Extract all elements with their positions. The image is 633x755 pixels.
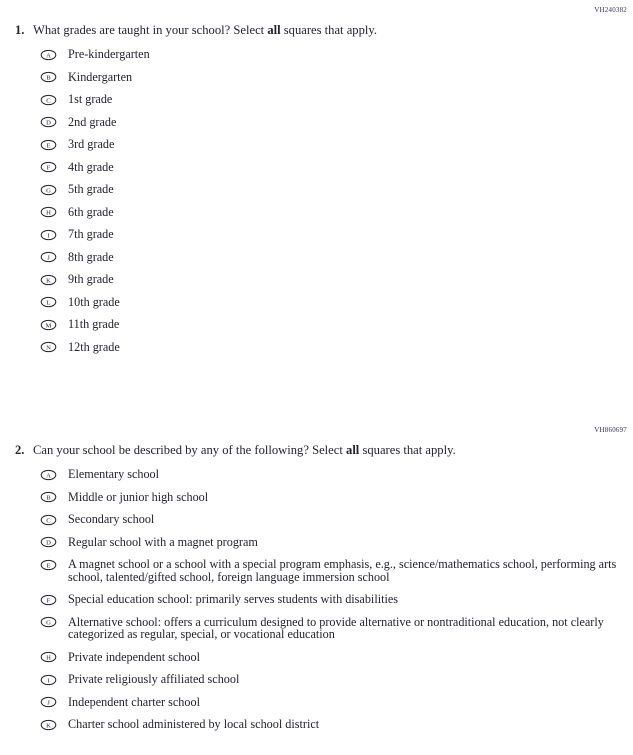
answer-option (0, 273, 633, 286)
answer-option-label: 12th grade (68, 339, 120, 354)
answer-option (0, 536, 633, 549)
svg-text:G: G (46, 186, 51, 194)
svg-text:A: A (46, 471, 51, 479)
svg-text:E: E (46, 141, 51, 149)
svg-text:B: B (46, 74, 51, 82)
svg-text:J: J (47, 254, 50, 262)
answer-option (0, 718, 633, 731)
answer-option-label: Private independent school (68, 649, 200, 664)
answer-option-label: Middle or junior high school (68, 489, 209, 504)
answer-option-label: Private religiously affiliated school (68, 672, 240, 686)
answer-option (0, 468, 633, 481)
answer-option (0, 318, 633, 331)
svg-text:D: D (46, 539, 51, 547)
answer-option (0, 228, 633, 241)
svg-text:C: C (46, 96, 51, 104)
answer-oval-icon[interactable] (40, 469, 57, 481)
svg-text:A: A (46, 51, 51, 59)
answer-option-label: 9th grade (68, 272, 114, 286)
question-1-code: VH240382 (594, 6, 627, 14)
svg-text:H: H (46, 654, 51, 662)
answer-oval-icon[interactable] (40, 251, 57, 263)
answer-option-label: 5th grade (68, 182, 114, 196)
question-gap (0, 363, 633, 425)
svg-text:I: I (47, 676, 50, 684)
answer-oval-icon[interactable] (40, 341, 57, 353)
answer-option (0, 491, 633, 504)
answer-option (0, 513, 633, 526)
answer-option-label: Special education school: primarily serves students with disabilities (68, 592, 399, 606)
question-1 (0, 5, 633, 353)
answer-oval-icon[interactable] (40, 319, 57, 331)
answer-oval-icon[interactable] (40, 161, 57, 173)
answer-option-label: Independent charter school (68, 694, 200, 709)
answer-oval-icon[interactable] (40, 651, 57, 663)
answer-option (0, 296, 633, 309)
answer-option (0, 71, 633, 84)
question-1-options (0, 48, 633, 353)
answer-oval-icon[interactable] (40, 274, 57, 286)
svg-text:B: B (46, 494, 51, 502)
question-1-text: What grades are taught in your school? Select all squares that apply. (33, 23, 378, 37)
svg-text:E: E (46, 561, 51, 569)
answer-oval-icon[interactable] (40, 536, 57, 548)
answer-oval-icon[interactable] (40, 296, 57, 308)
answer-oval-icon[interactable] (40, 49, 57, 61)
answer-option-label: Charter school administered by local school district (68, 717, 320, 731)
answer-option (0, 593, 633, 606)
answer-option (0, 138, 633, 151)
answer-oval-icon[interactable] (40, 184, 57, 196)
answer-oval-icon[interactable] (40, 491, 57, 503)
answer-option-label: Alternative school: offers a curriculum designed to provide alternative or nontraditional education, not clearly categorized as regular, special, or vocational education (68, 614, 604, 641)
answer-option (0, 183, 633, 196)
answer-option-label: Pre-kindergarten (68, 47, 150, 61)
answer-option (0, 251, 633, 264)
answer-option (0, 341, 633, 354)
svg-text:G: G (46, 619, 51, 627)
answer-option (0, 616, 633, 641)
answer-oval-icon[interactable] (40, 616, 57, 628)
answer-oval-icon[interactable] (40, 71, 57, 83)
answer-option-label: 4th grade (68, 159, 114, 174)
answer-option-label: 3rd grade (68, 137, 115, 151)
question-2-prompt (0, 443, 633, 458)
svg-text:K: K (46, 276, 51, 284)
question-2 (0, 425, 633, 731)
answer-option (0, 558, 633, 583)
svg-text:F: F (46, 596, 51, 604)
answer-option-label: Elementary school (68, 467, 160, 481)
question-2-number: 2. (15, 443, 25, 457)
answer-option (0, 206, 633, 219)
question-2-code: VH860697 (594, 426, 627, 434)
answer-option-label: A magnet school or a school with a special program emphasis, e.g., science/mathematics school, performing arts school, talented/gifted school, foreign language immersion school (68, 557, 617, 584)
answer-oval-icon[interactable] (40, 559, 57, 571)
answer-oval-icon[interactable] (40, 674, 57, 686)
answer-oval-icon[interactable] (40, 229, 57, 241)
answer-option-label: 7th grade (68, 227, 114, 241)
answer-option (0, 696, 633, 709)
question-2-options (0, 468, 633, 731)
svg-text:I: I (47, 231, 50, 239)
svg-text:F: F (46, 164, 51, 172)
svg-text:H: H (46, 209, 51, 217)
svg-text:N: N (46, 344, 51, 352)
answer-option (0, 93, 633, 106)
svg-text:J: J (47, 699, 50, 707)
answer-option (0, 116, 633, 129)
answer-option (0, 651, 633, 664)
answer-option-label: 6th grade (68, 204, 114, 219)
answer-oval-icon[interactable] (40, 206, 57, 218)
answer-oval-icon[interactable] (40, 139, 57, 151)
svg-text:C: C (46, 516, 51, 524)
answer-option-label: 1st grade (68, 92, 113, 106)
svg-text:M: M (45, 321, 52, 329)
question-1-prompt (0, 23, 633, 38)
answer-option-label: Secondary school (68, 512, 155, 526)
answer-option (0, 48, 633, 61)
question-2-text: Can your school be described by any of the following? Select all squares that apply. (33, 443, 456, 457)
answer-option-label: Kindergarten (68, 69, 133, 84)
answer-oval-icon[interactable] (40, 696, 57, 708)
answer-option-label: Regular school with a magnet program (68, 534, 258, 549)
question-1-number: 1. (15, 23, 25, 37)
answer-option (0, 673, 633, 686)
answer-option-label: 10th grade (68, 294, 120, 309)
answer-option-label: 2nd grade (68, 114, 117, 129)
answer-oval-icon[interactable] (40, 514, 57, 526)
svg-text:D: D (46, 119, 51, 127)
answer-option (0, 161, 633, 174)
svg-text:K: K (46, 721, 51, 729)
answer-option-label: 11th grade (68, 317, 120, 331)
answer-oval-icon[interactable] (40, 116, 57, 128)
answer-oval-icon[interactable] (40, 594, 57, 606)
answer-option-label: 8th grade (68, 249, 114, 264)
svg-text:L: L (46, 299, 51, 307)
answer-oval-icon[interactable] (40, 94, 57, 106)
answer-oval-icon[interactable] (40, 719, 57, 731)
